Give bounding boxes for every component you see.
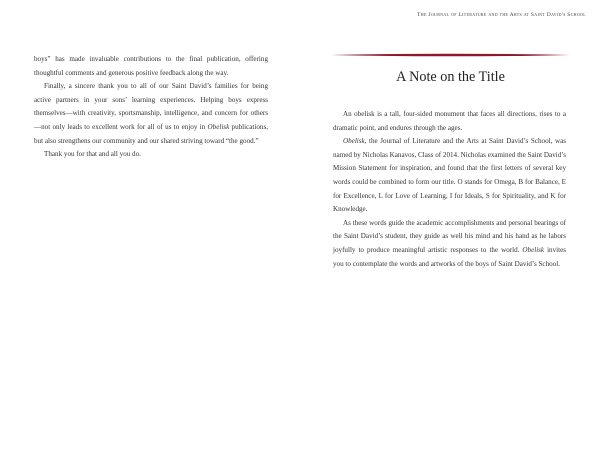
right-paragraph-3 — [333, 217, 566, 271]
running-header: The Journal of Literature and the Arts at Saint David's School — [417, 12, 586, 18]
right-paragraph-3-text-a: As these words guide the academic accomplishments and personal bearings of the Saint David’s student, they guide as well his mind and his hand as he labors joyfully to produce meaningful artistic responses to the world. — [333, 218, 566, 254]
obelisk-italic: Obelisk — [522, 245, 545, 254]
right-paragraph-1: An obelisk is a tall, four-sided monument that faces all directions, rises to a dramatic point, and endures through the ages. — [333, 110, 566, 132]
right-paragraph-2-text: , the Journal of Literature and the Arts at Saint David’s School, was named by Nicholas Kanavos, Class of 2014. Nicholas examined the Saint David’s Mission Statement for inspiration, and found that the first letters of several key words could be combined to form our title. O stands for Omega, B for Balance, E for Excellence, L for Love of Learning, I for Ideals, S for Spirituality, and K for Knowledge. — [333, 137, 566, 214]
title-decorative-rule — [331, 53, 570, 57]
right-paragraph-2 — [333, 135, 566, 217]
left-paragraph-1: boys” has made invaluable contributions to the final publication, offering thoughtful comments and generous positive feedback along the way. — [34, 55, 268, 77]
left-paragraph-2-text-b: publications, but also strengthens our community and our shared striving toward “the good.” — [34, 122, 268, 145]
left-page — [34, 53, 268, 162]
obelisk-italic: Obelisk — [343, 137, 365, 146]
right-paragraph-3-text-b: invites you to contemplate the words and artworks of the boys of Saint David’s School. — [333, 245, 566, 268]
page-title: A Note on the Title — [396, 69, 505, 85]
left-paragraph-2 — [34, 80, 268, 148]
left-paragraph-2-text-a: Finally, a sincere thank you to all of our Saint David’s families for being active partners in your sons’ learning experiences. Helping boys express themselves—with creativity, sportsmanship, intelligence, and concern for others—not only leads to excellent work for all of us to enjoy in — [34, 82, 268, 131]
left-paragraph-3: Thank you for that and all you do. — [44, 150, 141, 159]
right-page — [333, 108, 566, 271]
obelisk-italic: Obelisk — [207, 122, 230, 131]
